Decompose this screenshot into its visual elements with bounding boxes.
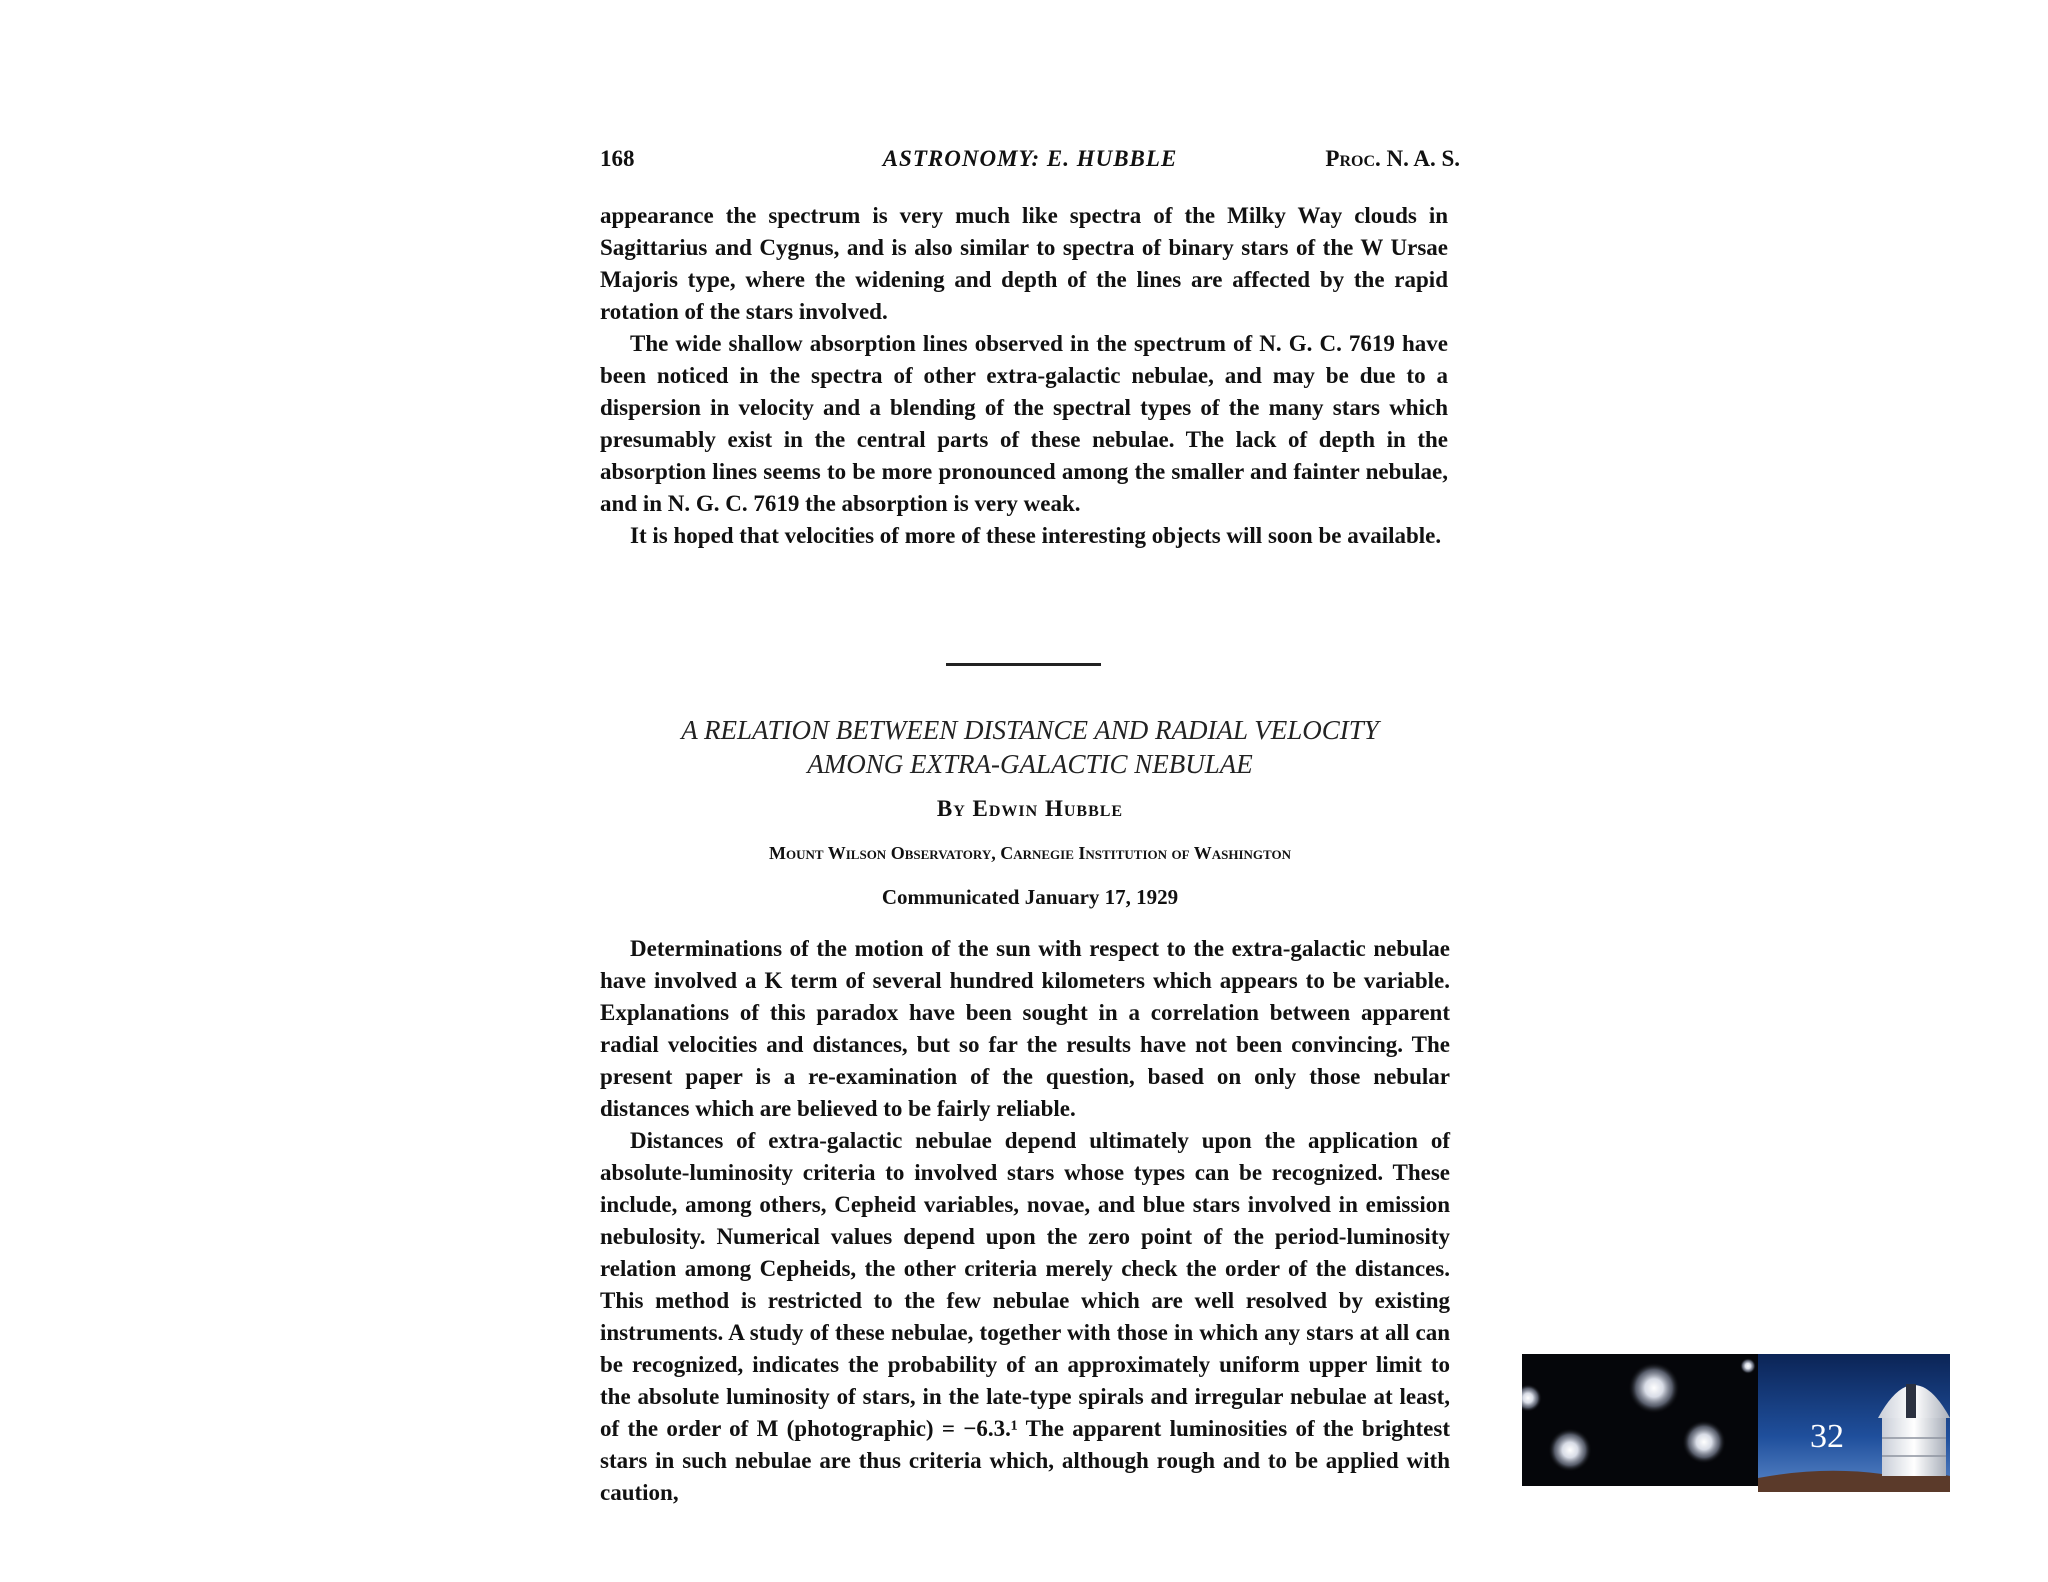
running-head: [600, 146, 1460, 176]
author-affiliation: Mount Wilson Observatory, Carnegie Institution of Washington: [769, 843, 1291, 863]
footer-image: [1522, 1354, 1950, 1492]
galaxy-image: [1522, 1354, 1758, 1486]
paragraph: Determinations of the motion of the sun with respect to the extra-galactic nebulae have involved a K term of several hundred kilometers which appears to be variable. Explanations of this paradox have been sought in a correlation between apparent radial velocities and distances, but so far the results have not been convincing. The present paper is a re-examination of the question, based on only those nebular distances which are believed to be fairly reliable.: [600, 936, 1450, 1121]
observatory-image: [1758, 1354, 1950, 1492]
slide-number: 32: [1810, 1418, 1844, 1455]
paragraph: Distances of extra-galactic nebulae depend ultimately upon the application of absolute-luminosity criteria to involved stars whose types can be recognized. These include, among others, Cepheid variables, novae, and blue stars involved in emission nebulosity. Numerical values depend upon the zero point of the period-luminosity relation among Cepheids, the other criteria merely check the order of the distances. This method is restricted to the few nebulae which are well resolved by existing instruments. A study of these nebulae, together with those in which any stars at all can be recognized, indicates the probability of an approximately uniform upper limit to the absolute luminosity of stars, in the late-type spirals and irregular nebulae at least, of the order of M (photographic) = −6.3.¹ The apparent luminosities of the brightest stars in such nebulae are thus criteria which, although rough and to be applied with caution,: [600, 1128, 1450, 1505]
article-title-line: AMONG EXTRA-GALACTIC NEBULAE: [807, 749, 1253, 779]
article-body: [600, 933, 1450, 1509]
scanned-journal-page: [600, 0, 1460, 1582]
running-title: ASTRONOMY: E. HUBBLE: [882, 146, 1178, 171]
article-title: [600, 713, 1460, 781]
communicated-date: Communicated January 17, 1929: [881, 885, 1179, 909]
paragraph: It is hoped that velocities of more of these interesting objects will soon be available.: [630, 523, 1442, 548]
author-byline: By Edwin Hubble: [936, 796, 1124, 821]
article-title-line: A RELATION BETWEEN DISTANCE AND RADIAL VELOCITY: [681, 715, 1379, 745]
section-divider: [946, 663, 1101, 666]
page-number: 168: [600, 146, 635, 171]
previous-article-text: [600, 200, 1448, 552]
paragraph: The wide shallow absorption lines observed in the spectrum of N. G. C. 7619 have been noticed in the spectra of other extra-galactic nebulae, and may be due to a dispersion in velocity and a blending of the spectral types of the many stars which presumably exist in the central parts of these nebulae. The lack of depth in the absorption lines seems to be more pronounced among the smaller and fainter nebulae, and in N. G. C. 7619 the absorption is very weak.: [600, 331, 1448, 516]
paragraph: appearance the spectrum is very much like spectra of the Milky Way clouds in Sagittarius and Cygnus, and is also similar to spectra of binary stars of the W Ursae Majoris type, where the widening and depth of the lines are affected by the rapid rotation of the stars involved.: [600, 203, 1448, 324]
journal-name: Proc. N. A. S.: [1325, 146, 1460, 171]
